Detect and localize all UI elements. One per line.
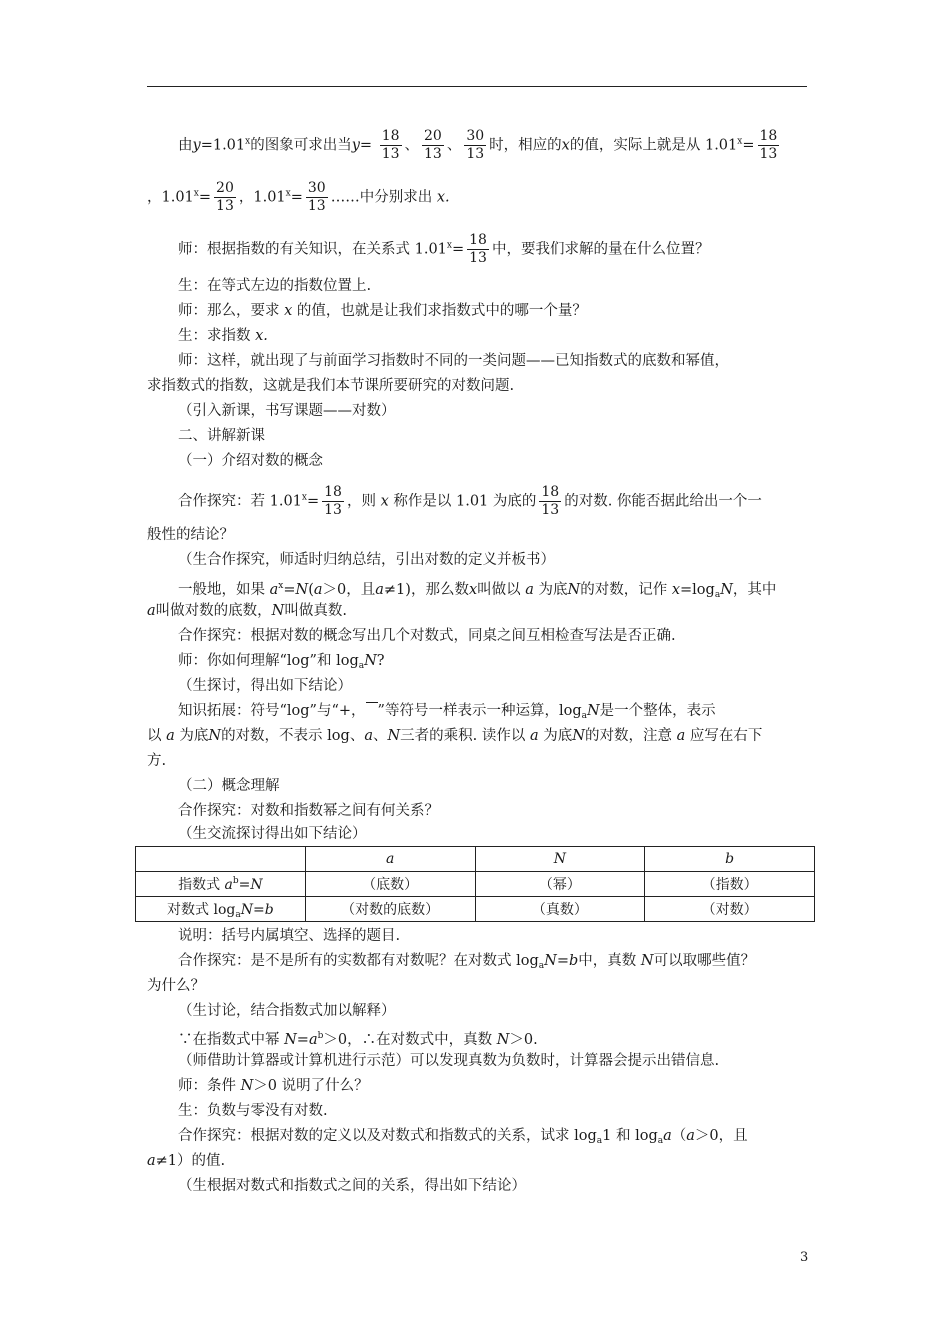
text-line: 方. bbox=[147, 753, 167, 769]
text-line: （生合作探究，师适时归纳总结，引出对数的定义并板书） bbox=[178, 552, 555, 568]
subsection-heading: （一）介绍对数的概念 bbox=[178, 453, 323, 469]
text-line: 由$y=1.01^x$的图象可求出当y= $\frac{18}{13}$ 、 $\frac{20}{13}$ 、 $\frac{30}{13}$ 时，相应的x的值，实际上就是从 $1.01^x=$ $\frac{18}{13}$ bbox=[178, 128, 778, 162]
table-cell: （幂） bbox=[475, 872, 645, 897]
fraction-20-13: $\frac{20}{13}$ bbox=[216, 180, 234, 214]
table-header-row bbox=[136, 847, 815, 872]
subsection-heading: （二）概念理解 bbox=[178, 778, 280, 794]
fraction-30-13: $\frac{30}{13}$ bbox=[466, 128, 485, 162]
text-line: 以 a 为底N的对数，不表示 log、a、N三者的乘积. 读作以 a 为底N的对数，注意 a 应写在右下 bbox=[147, 728, 763, 744]
text-line: 知识拓展：符号“log”与“+， ”等符号一样表示一种运算，$\log_aN$是一个整体，表示 bbox=[178, 703, 716, 721]
table-row bbox=[136, 872, 815, 897]
text-line: 师：这样，就出现了与前面学习指数时不同的一类问题——已知指数式的底数和幂值， bbox=[178, 353, 729, 369]
text-line: 师：根据指数的有关知识，在关系式 $1.01^x=$ $\frac{18}{13}$ 中，要我们求解的量在什么位置？ bbox=[178, 232, 710, 266]
text-line: 合作探究：是不是所有的实数都有对数呢？在对数式 $\log_aN=b$中，真数 N可以取哪些值？ bbox=[178, 953, 756, 971]
text-line: 合作探究：对数和指数幂之间有何关系？ bbox=[178, 803, 439, 819]
text-line: 合作探究：根据对数的定义以及对数式和指数式的关系，试求 $\log_a1$ 和 $\log_aa(a>0$，且 bbox=[178, 1128, 748, 1146]
fraction-18-13: $\frac{18}{13}$ bbox=[469, 232, 487, 266]
table-cell: 指数式 $a^b=N$ bbox=[136, 872, 306, 897]
text-line: （师借助计算器或计算机进行示范）可以发现真数为负数时，计算器会提示出错信息. bbox=[178, 1053, 720, 1069]
text-line: ，$1.01^x=$ $\frac{20}{13}$ ，$1.01^x=$ $\frac{30}{13}$ ……中分别求出 x. bbox=[147, 180, 450, 214]
text-line: 一般地，如果 $a^x=N(a>0$，且a≠1)，那么数x叫做以 a 为底N的对数，记作 $x=\log_aN$，其中 bbox=[178, 581, 777, 600]
text-line: （生交流探讨得出如下结论） bbox=[178, 826, 367, 842]
text-line: 合作探究：若 $1.01^x=$ $\frac{18}{13}$ ，则 x 称作是以 1.01 为底的 $\frac{18}{13}$ 的对数. 你能否据此给出一个一 bbox=[178, 484, 762, 518]
fraction-18-13: $\frac{18}{13}$ bbox=[381, 128, 400, 162]
fraction-18-13: $\frac{18}{13}$ bbox=[759, 128, 778, 162]
table-cell: N bbox=[475, 847, 645, 872]
fraction-30-13: $\frac{30}{13}$ bbox=[307, 180, 326, 214]
table-cell: （指数） bbox=[645, 872, 815, 897]
fraction-18-13: $\frac{18}{13}$ bbox=[541, 484, 560, 518]
text-line: 说明：括号内属填空、选择的题目. bbox=[178, 928, 401, 944]
relation-table bbox=[135, 846, 815, 922]
text-line: 求指数式的指数，这就是我们本节课所要研究的对数问题. bbox=[147, 378, 515, 394]
header-rule bbox=[147, 86, 807, 87]
section-heading: 二、讲解新课 bbox=[178, 428, 265, 444]
text-line: 般性的结论？ bbox=[147, 527, 234, 543]
text-line: 师：你如何理解“log”和 $\log_aN$? bbox=[178, 653, 385, 671]
text-line: 合作探究：根据对数的概念写出几个对数式，同桌之间互相检查写法是否正确. bbox=[178, 628, 676, 644]
text-line: 生：求指数 x. bbox=[178, 328, 268, 344]
table-cell: （真数） bbox=[475, 897, 645, 922]
text-line: a≠1）的值. bbox=[147, 1153, 226, 1169]
text-line: （生讨论，结合指数式加以解释） bbox=[178, 1003, 396, 1019]
table-cell: （底数） bbox=[305, 872, 475, 897]
page-number: 3 bbox=[800, 1250, 809, 1265]
table-cell: a bbox=[305, 847, 475, 872]
table-cell: （对数） bbox=[645, 897, 815, 922]
text-line: （生探讨，得出如下结论） bbox=[178, 678, 352, 694]
table-cell: 对数式 $\log_aN=b$ bbox=[136, 897, 306, 922]
table-cell bbox=[136, 847, 306, 872]
fraction-18-13: $\frac{18}{13}$ bbox=[324, 484, 342, 518]
text-line: 生：在等式左边的指数位置上. bbox=[178, 278, 372, 294]
table-row bbox=[136, 897, 815, 922]
text-line: ∵在指数式中幂 $N=a^b>0$，∴在对数式中，真数 N＞0. bbox=[178, 1031, 538, 1048]
text-line: 师：条件 N＞0 说明了什么？ bbox=[178, 1078, 369, 1094]
text-line: a叫做对数的底数，N叫做真数. bbox=[147, 603, 347, 619]
text-line: 师：那么，要求 x 的值，也就是让我们求指数式中的哪一个量？ bbox=[178, 303, 587, 319]
text-line: 生：负数与零没有对数. bbox=[178, 1103, 328, 1119]
text-line: （引入新课，书写课题——对数） bbox=[178, 403, 396, 419]
fraction-20-13: $\frac{20}{13}$ bbox=[424, 128, 442, 162]
text-line: 为什么？ bbox=[147, 978, 205, 994]
text-line: （生根据对数式和指数式之间的关系，得出如下结论） bbox=[178, 1178, 526, 1194]
table-cell: （对数的底数） bbox=[305, 897, 475, 922]
sqrt-symbol bbox=[366, 702, 378, 713]
table-cell: b bbox=[645, 847, 815, 872]
